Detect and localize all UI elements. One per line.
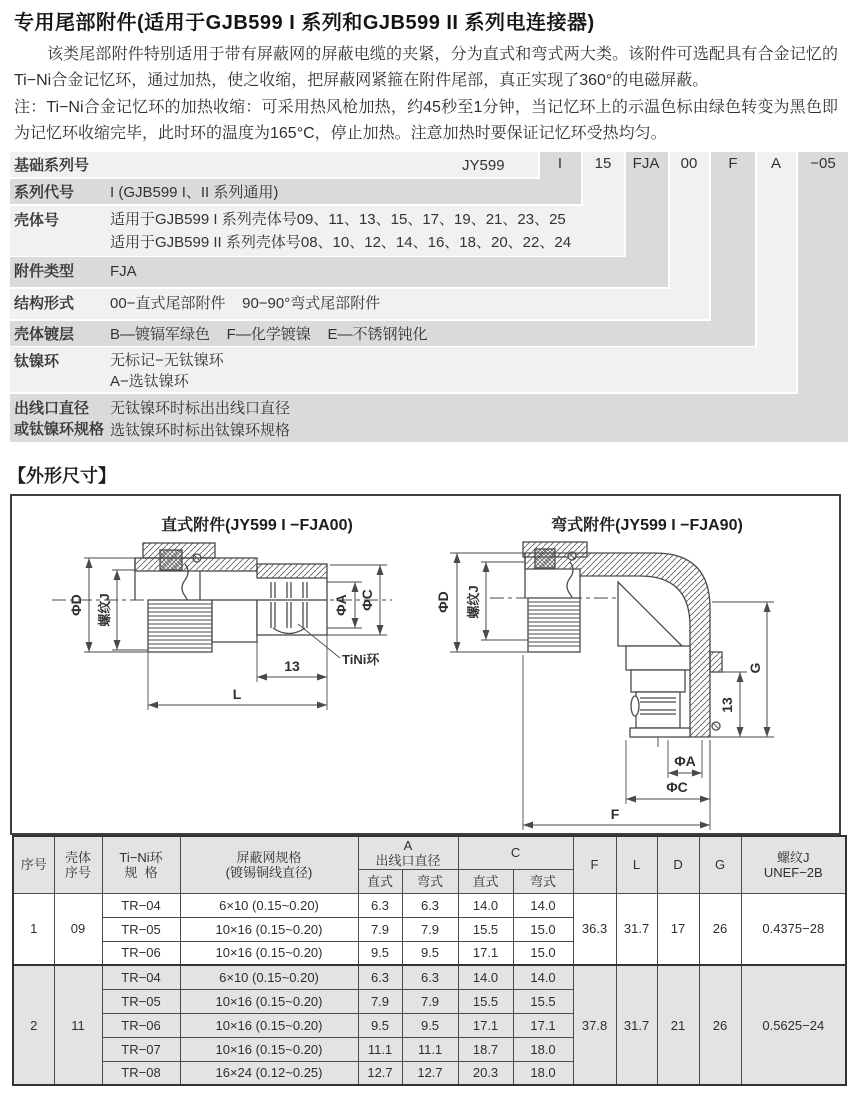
shell-value-line1: 适用于GJB599 I 系列壳体号09、11、13、15、17、19、21、23、25 (110, 211, 566, 228)
cell-a-straight: 9.5 (358, 941, 402, 965)
cell-a-straight: 7.9 (358, 917, 402, 941)
cell-shield: 10×16 (0.15~0.20) (180, 989, 358, 1013)
type-value: FJA (110, 263, 137, 280)
code-series: I (557, 155, 563, 172)
form-value: 00−直式尾部附件 90−90°弯式尾部附件 (110, 295, 381, 312)
shell-value-line2: 适用于GJB599 II 系列壳体号08、10、12、14、16、18、20、22、24 (110, 234, 572, 251)
cell-a-bend: 9.5 (402, 1013, 458, 1037)
cell-a-straight: 7.9 (358, 989, 402, 1013)
elbow-attachment-drawing (430, 540, 830, 840)
cell-a-bend: 6.3 (402, 893, 458, 917)
cell-ring: TR−06 (102, 941, 180, 965)
header-ring-line1: Ti−Ni环 (119, 849, 163, 865)
row-label-type: 附件类型 (14, 263, 75, 280)
header-shell (54, 836, 102, 893)
cell-shield: 16×24 (0.12~0.25) (180, 1061, 358, 1085)
cell-a-bend: 7.9 (402, 989, 458, 1013)
elbow-drawing-title: 弯式附件(JY599 I −FJA90) (551, 517, 743, 534)
phi-a-label: ΦA (333, 594, 349, 616)
outlet-value-line1: 无钛镍环时标出出线口直径 (110, 400, 291, 417)
cell-c-straight: 14.0 (458, 965, 513, 989)
cell-l: 31.7 (616, 965, 657, 1085)
straight-attachment-drawing (40, 540, 410, 840)
series-value: I (GJB599 I、II 系列通用) (110, 184, 279, 201)
cell-c-bend: 15.0 (513, 917, 573, 941)
header-c-straight: 直式 (458, 869, 513, 893)
outlet-value-line2: 选钛镍环时标出钛镍环规格 (110, 422, 291, 439)
code-type: FJA (632, 155, 660, 172)
cell-c-straight: 15.5 (458, 989, 513, 1013)
cell-shield: 10×16 (0.15~0.20) (180, 941, 358, 965)
thread-j-label: 螺纹J (97, 593, 112, 627)
header-no: 序号 (13, 836, 54, 893)
header-shell-line1: 壳体 (64, 849, 91, 865)
cell-a-bend: 7.9 (402, 917, 458, 941)
cell-shield: 6×10 (0.15~0.20) (180, 893, 358, 917)
cell-shell: 11 (54, 965, 102, 1085)
row-bg-type (10, 257, 668, 287)
cell-ring: TR−06 (102, 1013, 180, 1037)
cell-c-straight: 14.0 (458, 893, 513, 917)
cell-shield: 10×16 (0.15~0.20) (180, 1037, 358, 1061)
row-bg-base (10, 152, 538, 177)
cell-c-straight: 17.1 (458, 1013, 513, 1037)
cell-g: 26 (699, 893, 741, 965)
cell-c-straight: 18.7 (458, 1037, 513, 1061)
header-thread-line2: UNEF−2B (763, 864, 823, 880)
cell-ring: TR−04 (102, 893, 180, 917)
code-ring: A (770, 155, 781, 172)
base-series-value: JY599 (462, 157, 505, 174)
cell-a-bend: 11.1 (402, 1037, 458, 1061)
cell-a-straight: 12.7 (358, 1061, 402, 1085)
row-label-form: 结构形式 (14, 295, 75, 312)
ring-value-line2: A−选钛镍环 (110, 373, 189, 390)
header-a-straight: 直式 (358, 869, 402, 893)
code-outlet: −05 (810, 155, 836, 172)
straight-drawing-title: 直式附件(JY599 I −FJA00) (161, 517, 353, 534)
row-label-shell: 壳体号 (14, 212, 60, 229)
thread-j-label: 螺纹J (466, 585, 481, 619)
cell-l: 31.7 (616, 893, 657, 965)
cell-c-bend: 14.0 (513, 893, 573, 917)
header-f: F (573, 836, 616, 893)
cell-a-straight: 6.3 (358, 965, 402, 989)
phi-d-label: ΦD (435, 591, 451, 613)
dim-g-label: G (747, 662, 763, 674)
row-label-base: 基础系列号 (14, 157, 90, 174)
cell-a-bend: 6.3 (402, 965, 458, 989)
cell-d: 17 (657, 893, 699, 965)
header-a (358, 836, 458, 869)
cell-c-bend: 15.5 (513, 989, 573, 1013)
dim-13-label: 13 (284, 658, 300, 674)
header-ring-line2: 规 格 (124, 864, 158, 880)
outline-drawing-box (10, 494, 841, 835)
header-thread-line1: 螺纹J (777, 849, 810, 865)
code-plating: F (728, 155, 738, 172)
ring-value-line1: 无标记−无钛镍环 (110, 352, 224, 369)
header-l: L (616, 836, 657, 893)
cell-f: 37.8 (573, 965, 616, 1085)
header-c: C (458, 836, 573, 869)
cell-c-bend: 17.1 (513, 1013, 573, 1037)
cell-a-straight: 6.3 (358, 893, 402, 917)
header-c-bend: 弯式 (513, 869, 573, 893)
code-strip-plating (711, 152, 755, 346)
header-shield (180, 836, 358, 893)
header-shell-line2: 序号 (64, 864, 91, 880)
phi-c-label: ΦC (666, 779, 688, 795)
cell-c-straight: 17.1 (458, 941, 513, 965)
cell-a-bend: 9.5 (402, 941, 458, 965)
table-row (13, 965, 846, 989)
cell-thread: 0.4375−28 (741, 893, 846, 965)
header-shield-line1: 屏蔽网规格 (236, 849, 302, 865)
row-label-outlet-line1: 出线口直径 (14, 400, 90, 417)
cell-a-straight: 11.1 (358, 1037, 402, 1061)
cell-ring: TR−07 (102, 1037, 180, 1061)
designation-table (10, 152, 848, 442)
code-form: 00 (680, 155, 698, 172)
cell-c-bend: 18.0 (513, 1061, 573, 1085)
phi-d-label: ΦD (68, 594, 84, 616)
cell-ring: TR−05 (102, 917, 180, 941)
note-paragraph: 注：Ti−Ni合金记忆环的加热收缩：可采用热风枪加热，约45秒至1分钟，当记忆环上的示温色标由绿色转变为黑色即为记忆环收缩完毕，此时环的温度为165°C，停止加热。注意加热时要保证记忆环受热均匀。 (14, 99, 838, 142)
phi-c-label: ΦC (359, 589, 375, 611)
header-thread (741, 836, 846, 893)
cell-g: 26 (699, 965, 741, 1085)
code-shell: 15 (594, 155, 612, 172)
cell-shell: 09 (54, 893, 102, 965)
row-bg-series (10, 179, 581, 204)
page-title: 专用尾部附件(适用于GJB599 I 系列和GJB599 II 系列电连接器) (14, 12, 595, 34)
dimension-table (12, 835, 847, 1086)
cell-a-straight: 9.5 (358, 1013, 402, 1037)
header-a-line1: A (403, 837, 413, 853)
cell-f: 36.3 (573, 893, 616, 965)
row-label-outlet-line2: 或钛镍环规格 (14, 421, 105, 438)
header-a-bend: 弯式 (402, 869, 458, 893)
plating-value: B—镀镉军绿色 F—化学镀镍 E—不锈钢钝化 (110, 326, 428, 343)
cell-ring: TR−04 (102, 965, 180, 989)
cell-a-bend: 12.7 (402, 1061, 458, 1085)
cell-shield: 6×10 (0.15~0.20) (180, 965, 358, 989)
dim-f-label: F (610, 806, 620, 822)
dim-l-label: L (232, 686, 242, 702)
row-label-ring: 钛镍环 (14, 353, 60, 370)
cell-shield: 10×16 (0.15~0.20) (180, 1013, 358, 1037)
intro-paragraph: 该类尾部附件特别适用于带有屏蔽网的屏蔽电缆的夹紧，分为直式和弯式两大类。该附件可选配具有合金记忆的Ti−Ni合金记忆环，通过加热，使之收缩，把屏蔽网紧箍在附件尾部，真正实现了360°的电磁屏蔽。 (14, 46, 838, 89)
header-g: G (699, 836, 741, 893)
outline-section-heading: 【外形尺寸】 (8, 466, 116, 486)
cell-c-bend: 14.0 (513, 965, 573, 989)
header-d: D (657, 836, 699, 893)
row-label-plating: 壳体镀层 (14, 326, 75, 343)
cell-ring: TR−05 (102, 989, 180, 1013)
header-ring (102, 836, 180, 893)
cell-no: 2 (13, 965, 54, 1085)
header-a-line2: 出线口直径 (375, 852, 441, 868)
cell-c-bend: 15.0 (513, 941, 573, 965)
cell-c-bend: 18.0 (513, 1037, 573, 1061)
phi-a-label: ΦA (674, 753, 696, 769)
cell-no: 1 (13, 893, 54, 965)
dim-13-label: 13 (719, 697, 735, 713)
cell-d: 21 (657, 965, 699, 1085)
tini-ring-label: TiNi环 (342, 652, 380, 667)
cell-ring: TR−08 (102, 1061, 180, 1085)
cell-thread: 0.5625−24 (741, 965, 846, 1085)
cell-c-straight: 20.3 (458, 1061, 513, 1085)
cell-c-straight: 15.5 (458, 917, 513, 941)
table-row (13, 893, 846, 917)
row-label-series: 系列代号 (14, 184, 75, 201)
cell-shield: 10×16 (0.15~0.20) (180, 917, 358, 941)
header-shield-line2: (镀锡铜线直径) (225, 864, 313, 880)
